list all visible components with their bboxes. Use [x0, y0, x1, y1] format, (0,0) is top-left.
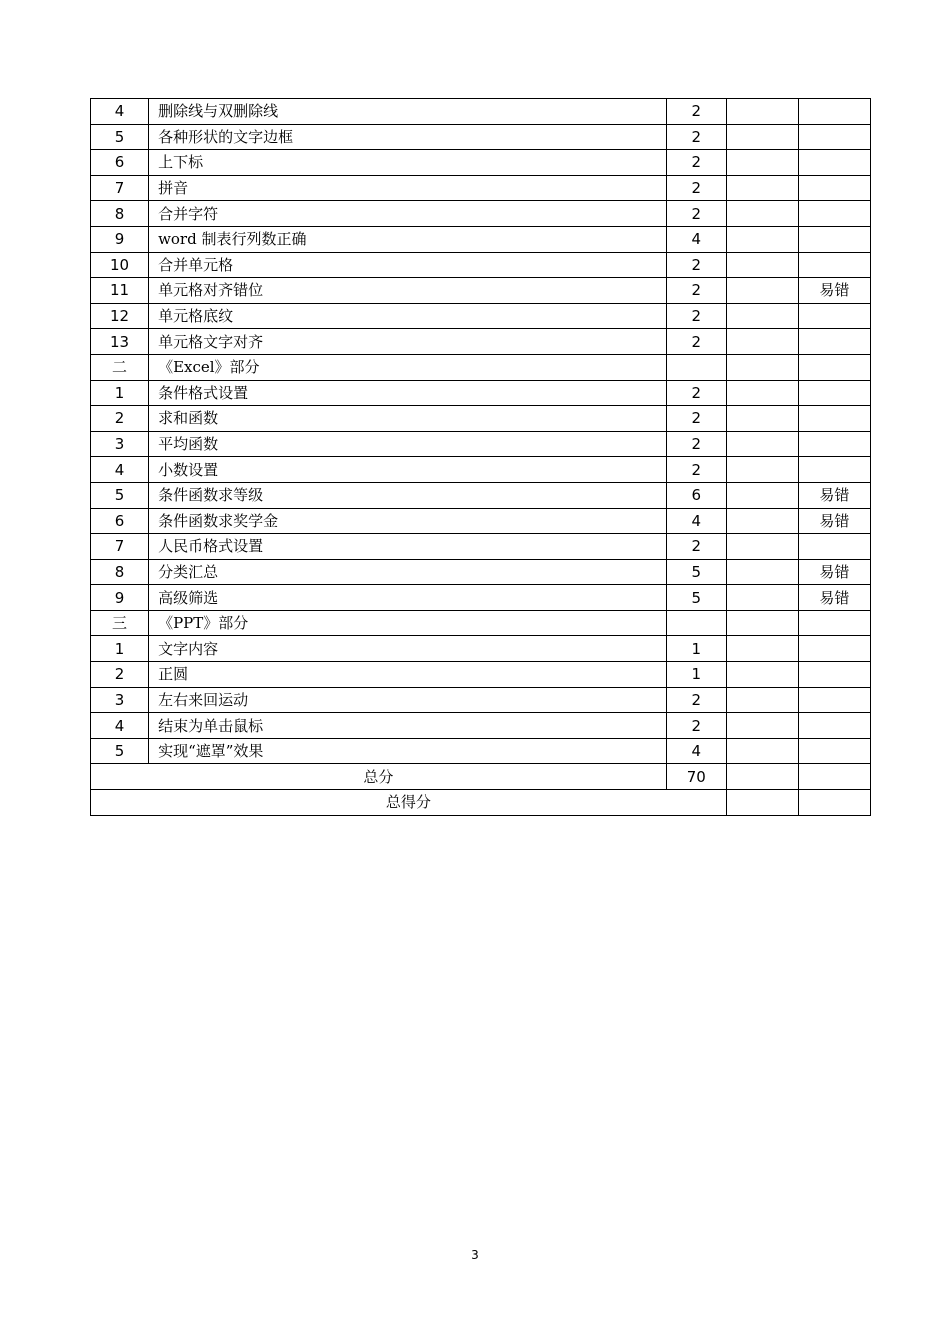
row-got — [726, 201, 798, 227]
row-item: 正圆 — [149, 662, 667, 688]
row-note — [798, 457, 870, 483]
row-note: 易错 — [798, 278, 870, 304]
row-number: 6 — [91, 150, 149, 176]
table-row — [91, 482, 871, 508]
row-item: 左右来回运动 — [149, 687, 667, 713]
row-number: 5 — [91, 482, 149, 508]
row-item: 各种形状的文字边框 — [149, 124, 667, 150]
total-got-cell — [726, 764, 798, 790]
row-score: 2 — [666, 713, 726, 739]
total-row — [91, 764, 871, 790]
row-score: 2 — [666, 534, 726, 560]
row-score: 2 — [666, 303, 726, 329]
row-score: 4 — [666, 738, 726, 764]
row-note — [798, 329, 870, 355]
row-number: 4 — [91, 99, 149, 125]
row-got — [726, 610, 798, 636]
row-item: 分类汇总 — [149, 559, 667, 585]
row-number: 三 — [91, 610, 149, 636]
row-got — [726, 99, 798, 125]
row-note: 易错 — [798, 585, 870, 611]
row-score: 2 — [666, 201, 726, 227]
row-number: 6 — [91, 508, 149, 534]
row-note — [798, 610, 870, 636]
row-note: 易错 — [798, 508, 870, 534]
table-row — [91, 175, 871, 201]
table-row — [91, 431, 871, 457]
row-got — [726, 303, 798, 329]
row-note — [798, 636, 870, 662]
final-note-cell — [798, 790, 870, 816]
total-note-cell — [798, 764, 870, 790]
table-row — [91, 406, 871, 432]
row-number: 9 — [91, 585, 149, 611]
row-got — [726, 380, 798, 406]
row-note — [798, 201, 870, 227]
row-got — [726, 278, 798, 304]
row-number: 二 — [91, 354, 149, 380]
page-number: 3 — [471, 1248, 479, 1262]
table-row — [91, 559, 871, 585]
score-table-body — [91, 99, 871, 816]
row-score: 2 — [666, 457, 726, 483]
row-note — [798, 175, 870, 201]
row-got — [726, 329, 798, 355]
row-item: 人民币格式设置 — [149, 534, 667, 560]
row-number: 2 — [91, 662, 149, 688]
row-note — [798, 99, 870, 125]
table-row — [91, 457, 871, 483]
row-item: 高级筛选 — [149, 585, 667, 611]
row-note — [798, 303, 870, 329]
row-got — [726, 354, 798, 380]
row-note — [798, 150, 870, 176]
row-number: 8 — [91, 559, 149, 585]
row-score: 2 — [666, 278, 726, 304]
row-got — [726, 636, 798, 662]
row-got — [726, 252, 798, 278]
table-row — [91, 380, 871, 406]
table-row — [91, 508, 871, 534]
row-number: 4 — [91, 457, 149, 483]
final-got-cell — [726, 790, 798, 816]
row-score: 2 — [666, 406, 726, 432]
row-score: 2 — [666, 329, 726, 355]
row-number: 13 — [91, 329, 149, 355]
row-number: 3 — [91, 687, 149, 713]
row-got — [726, 559, 798, 585]
row-note — [798, 226, 870, 252]
row-got — [726, 662, 798, 688]
row-number: 5 — [91, 738, 149, 764]
row-score: 2 — [666, 380, 726, 406]
row-score: 6 — [666, 482, 726, 508]
final-row — [91, 790, 871, 816]
row-number: 10 — [91, 252, 149, 278]
row-item: 求和函数 — [149, 406, 667, 432]
row-number: 7 — [91, 175, 149, 201]
row-note — [798, 534, 870, 560]
table-row — [91, 585, 871, 611]
row-item: 条件函数求等级 — [149, 482, 667, 508]
row-item: 小数设置 — [149, 457, 667, 483]
row-got — [726, 738, 798, 764]
row-note: 易错 — [798, 482, 870, 508]
table-row — [91, 354, 871, 380]
row-score: 2 — [666, 431, 726, 457]
row-item: 单元格文字对齐 — [149, 329, 667, 355]
total-label: 总分 — [91, 764, 667, 790]
row-got — [726, 687, 798, 713]
score-table — [90, 98, 871, 816]
row-item: 《PPT》部分 — [149, 610, 667, 636]
row-note — [798, 380, 870, 406]
row-item: 合并字符 — [149, 201, 667, 227]
total-score: 70 — [666, 764, 726, 790]
row-item: 上下标 — [149, 150, 667, 176]
row-got — [726, 124, 798, 150]
row-item: 条件函数求奖学金 — [149, 508, 667, 534]
row-item: 合并单元格 — [149, 252, 667, 278]
table-row — [91, 201, 871, 227]
row-item: word 制表行列数正确 — [149, 226, 667, 252]
row-score: 1 — [666, 662, 726, 688]
row-item: 拼音 — [149, 175, 667, 201]
row-number: 1 — [91, 380, 149, 406]
table-row — [91, 99, 871, 125]
table-row — [91, 252, 871, 278]
row-item: 删除线与双删除线 — [149, 99, 667, 125]
table-row — [91, 738, 871, 764]
row-score — [666, 610, 726, 636]
row-number: 8 — [91, 201, 149, 227]
final-label: 总得分 — [91, 790, 727, 816]
row-number: 3 — [91, 431, 149, 457]
row-item: 单元格对齐错位 — [149, 278, 667, 304]
row-item: 条件格式设置 — [149, 380, 667, 406]
row-note — [798, 252, 870, 278]
row-score — [666, 354, 726, 380]
table-row — [91, 610, 871, 636]
table-row — [91, 303, 871, 329]
row-note — [798, 738, 870, 764]
row-got — [726, 457, 798, 483]
table-row — [91, 150, 871, 176]
row-note: 易错 — [798, 559, 870, 585]
row-number: 7 — [91, 534, 149, 560]
row-number: 5 — [91, 124, 149, 150]
row-score: 4 — [666, 508, 726, 534]
row-number: 11 — [91, 278, 149, 304]
row-note — [798, 124, 870, 150]
table-row — [91, 226, 871, 252]
row-note — [798, 713, 870, 739]
row-got — [726, 150, 798, 176]
row-item: 文字内容 — [149, 636, 667, 662]
row-score: 5 — [666, 585, 726, 611]
row-note — [798, 406, 870, 432]
row-note — [798, 687, 870, 713]
row-got — [726, 406, 798, 432]
row-score: 2 — [666, 252, 726, 278]
row-score: 2 — [666, 99, 726, 125]
row-item: 结束为单击鼠标 — [149, 713, 667, 739]
table-row — [91, 534, 871, 560]
row-score: 1 — [666, 636, 726, 662]
row-got — [726, 508, 798, 534]
row-got — [726, 585, 798, 611]
table-row — [91, 636, 871, 662]
row-number: 12 — [91, 303, 149, 329]
row-note — [798, 662, 870, 688]
row-number: 2 — [91, 406, 149, 432]
row-number: 9 — [91, 226, 149, 252]
row-got — [726, 226, 798, 252]
table-row — [91, 687, 871, 713]
row-note — [798, 431, 870, 457]
row-score: 4 — [666, 226, 726, 252]
row-item: 《Excel》部分 — [149, 354, 667, 380]
row-score: 2 — [666, 687, 726, 713]
row-item: 平均函数 — [149, 431, 667, 457]
row-got — [726, 175, 798, 201]
table-row — [91, 662, 871, 688]
row-item: 实现“遮罩”效果 — [149, 738, 667, 764]
table-row — [91, 124, 871, 150]
row-got — [726, 482, 798, 508]
row-got — [726, 713, 798, 739]
row-got — [726, 431, 798, 457]
row-score: 2 — [666, 150, 726, 176]
table-row — [91, 713, 871, 739]
table-row — [91, 329, 871, 355]
row-item: 单元格底纹 — [149, 303, 667, 329]
table-row — [91, 278, 871, 304]
row-got — [726, 534, 798, 560]
row-number: 1 — [91, 636, 149, 662]
row-score: 2 — [666, 175, 726, 201]
row-number: 4 — [91, 713, 149, 739]
row-score: 2 — [666, 124, 726, 150]
row-score: 5 — [666, 559, 726, 585]
row-note — [798, 354, 870, 380]
